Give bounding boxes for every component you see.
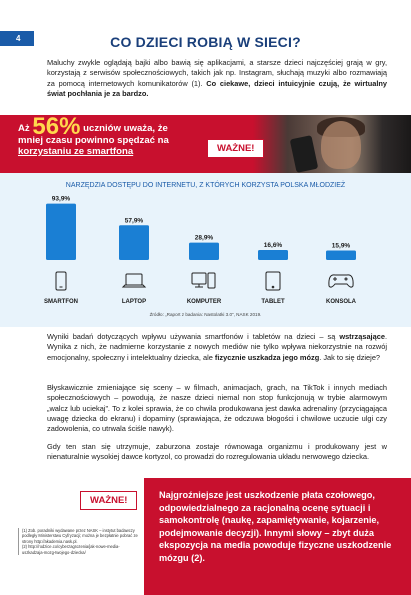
bar-value-label: 93,9% [51,195,71,203]
chart-title: NARZĘDZIA DOSTĘPU DO INTERNETU, Z KTÓRYCH KORZYSTA POLSKA MŁODZIEŻ [65,182,346,189]
intro-text: Maluchy zwykle oglądają bajki albo bawią się aplikacjami, a starsze dzieci najczęściej grają w gry, korzystają z serwisów społecznościowych, takich jak np. Instagram, słuchają muzyki albo rozmawiają za pomocą internetowych komunikatorów (1). [47,58,387,88]
category-label: KOMPUTER [186,299,222,305]
bar-laptop [119,225,149,260]
warning-quote: Najgroźniejsze jest uszkodzenie płata czołowego, odpowiedzialnego za racjonalną ocenę sytuacji i samokontrolę (naukę, zapamiętywanie, kojarzenie, podejmowanie decyzji). Innymi słowy – zbyt duża ekspozycja na media powoduje fizyczne uszkodzenie mózgu (2). [159,490,392,563]
banner-percent: 56% [32,115,81,140]
paragraph-1 [47,332,387,363]
intro-paragraph [47,58,387,99]
p1-text-b: . Wynika z nich, że nadmierne korzystanie z nowych mediów nie tylko wpływa niekorzystnie na rozwój emocjonalny, społeczny i intelektualny dziecka, ale [47,332,387,362]
paragraph-3: Gdy ten stan się utrzymuje, zaburzona zostaje równowaga organizmu i produkowany jest w nienaturalnie wysokiej dawce kortyzol, co prowadzi do rozregulowania układu nerwowego dziecka. [47,442,387,462]
p1-text-c: . Jak to się dzieje? [319,352,381,362]
bar-smartfon [46,204,76,260]
chart-source: Źródło: „Raport z badania: Nastolatki 3.0”, NASK 2019. [149,312,262,317]
p1-bold-a: wstrząsające [339,332,385,341]
footnote-2: (2) http://rodzice.co/cyberzagrozenia/jak-nowe-media-uszkadzaja-mozg-twojego-dziecka/ [22,544,120,555]
bar-tablet [258,250,288,260]
banner-prefix: Aż [18,123,30,134]
footnote-1: (1) Zob. poradniki wydawane przez NASK – instytut badawczy podległy Ministerstwu Cyfryzacji; można je bezpłatnie pobrać ze strony http://akademia.nask.pl. [22,528,138,544]
bar-konsola [326,250,356,260]
p1-text-a: Wyniki badań dotyczących wpływu używania smartfonów i tabletów na dzieci – są [47,332,336,341]
bar-komputer [189,243,219,260]
banner-line1: uczniów uważa, że [83,123,168,134]
category-label: KONSOLA [326,299,356,305]
p1-bold-b: fizycznie uszkadza jego mózg [214,352,320,362]
bar-chart [0,173,411,327]
gamepad-icon [329,275,353,287]
bar-value-label: 15,9% [331,242,351,250]
intro-bold-text: Co ciekawe, dzieci intuicyjnie czują, że wirtualny świat pochłania je za bardzo. [47,78,387,98]
laptop-icon [123,274,145,287]
page-title: CO DZIECI ROBIĄ W SIECI? [110,34,301,50]
warning-badge-bottom: WAŻNE! [80,491,137,510]
phone-icon [290,135,319,173]
paragraph-2: Błyskawicznie zmieniające się sceny – w filmach, animacjach, grach, na TikTok i innych mediach społecznościowych – powodują, że nasze dzieci niemal non stop funkcjonują w trybie alarmowym „walcz lub uciekaj”. To z kolei sprawia, że co chwila produkowana jest dawka adrenaliny (przyciągająca uwagę dziecka do ekranu) i dopaminy (sprawiająca, że odczuwa błogości i chwilowe uczucie ulgi czy zadowolenia, co utrwala ściśle nawyk). [47,383,387,434]
bar-value-label: 57,9% [124,217,144,225]
warning-badge-top: WAŻNE! [207,139,264,158]
banner-line3: korzystaniu ze smartfona [18,146,134,157]
page-number: 4 [0,31,34,46]
banner-statistic [18,115,218,158]
computer-icon [192,273,215,288]
smartphone-icon [56,272,66,290]
banner-line2: mniej czasu powinno spędzać na [18,134,169,146]
chart-svg [0,173,411,327]
statistic-banner [0,115,411,173]
tablet-icon [266,272,280,290]
bar-value-label: 16,6% [263,242,283,250]
child-with-phone-photo [253,115,411,173]
bar-value-label: 28,9% [194,234,214,242]
category-label: LAPTOP [121,299,147,305]
category-label: SMARTFON [44,299,78,305]
category-label: TABLET [261,299,285,305]
footnotes [18,528,140,555]
